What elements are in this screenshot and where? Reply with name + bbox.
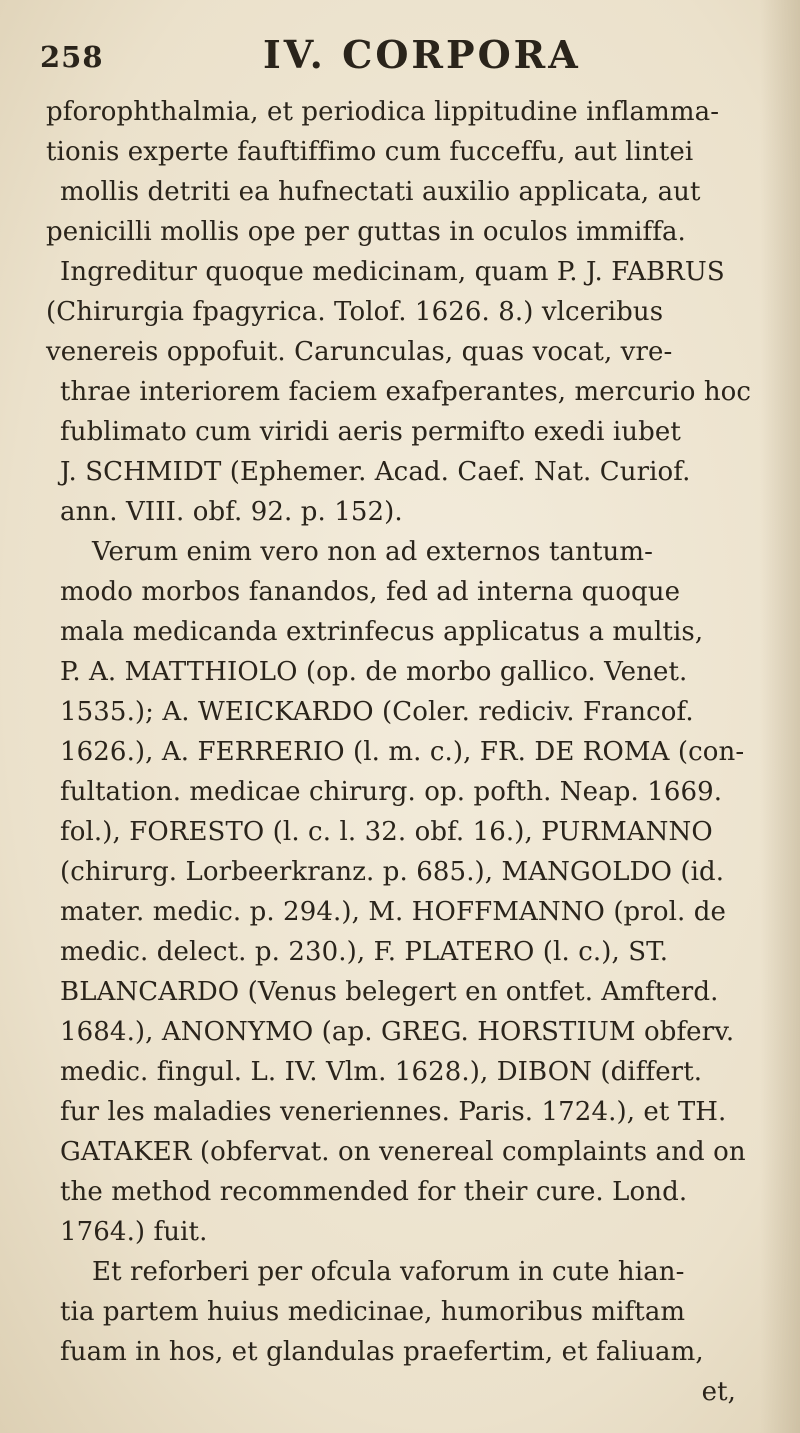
text-line: 1626.), A. FERRERIO (l. m. c.), FR. DE ROMA (con- bbox=[60, 737, 745, 767]
text-line: Ingreditur quoque medicinam, quam P. J. FABRUS bbox=[60, 257, 725, 287]
text-line: mollis detriti ea hufnectati auxilio applicata, aut bbox=[60, 177, 701, 207]
text-line: thrae interiorem faciem exafperantes, mercurio hoc bbox=[60, 377, 752, 407]
text-line: pforophthalmia, et periodica lippitudine inflamma- bbox=[46, 97, 720, 127]
text-line: medic. delect. p. 230.), F. PLATERO (l. c.), ST. bbox=[60, 937, 669, 967]
text-line: the method recommended for their cure. Lond. bbox=[60, 1177, 688, 1207]
text-line: (Chirurgia fpagyrica. Tolof. 1626. 8.) vlceribus bbox=[46, 297, 664, 327]
catchword: et, bbox=[701, 1377, 736, 1407]
text-line: 1535.); A. WEICKARDO (Coler. rediciv. Francof. bbox=[60, 697, 694, 727]
running-head: IV. CORPORA bbox=[263, 32, 581, 77]
text-line: Et reforberi per ofcula vaforum in cute hian- bbox=[92, 1257, 685, 1287]
text-line: P. A. MATTHIOLO (op. de morbo gallico. Venet. bbox=[60, 657, 688, 687]
text-line: 1764.) fuit. bbox=[60, 1217, 208, 1247]
page-header bbox=[40, 20, 740, 84]
text-line: fol.), FORESTO (l. c. l. 32. obf. 16.), PURMANNO bbox=[60, 817, 713, 847]
text-line: BLANCARDO (Venus belegert en ontfet. Amfterd. bbox=[60, 977, 719, 1007]
text-line: mala medicanda extrinfecus applicatus a multis, bbox=[60, 617, 704, 647]
text-line: 1684.), ANONYMO (ap. GREG. HORSTIUM obferv. bbox=[60, 1017, 735, 1047]
text-line: fuam in hos, et glandulas praefertim, et faliuam, bbox=[60, 1337, 704, 1367]
text-line: J. SCHMIDT (Ephemer. Acad. Caef. Nat. Curiof. bbox=[60, 457, 691, 487]
text-line: Verum enim vero non ad externos tantum- bbox=[92, 537, 654, 567]
text-line: tionis experte fauftiffimo cum fucceffu, aut lintei bbox=[46, 137, 694, 167]
text-line: modo morbos fanandos, fed ad interna quoque bbox=[60, 577, 681, 607]
text-line: fultation. medicae chirurg. op. pofth. Neap. 1669. bbox=[60, 777, 723, 807]
text-line: fublimato cum viridi aeris permifto exedi iubet bbox=[60, 417, 681, 447]
text-line: medic. fingul. L. IV. Vlm. 1628.), DIBON (differt. bbox=[60, 1057, 703, 1087]
text-line: tia partem huius medicinae, humoribus miftam bbox=[60, 1297, 686, 1327]
text-line: GATAKER (obfervat. on venereal complaints and on bbox=[60, 1137, 746, 1167]
text-line: fur les maladies veneriennes. Paris. 1724.), et TH. bbox=[60, 1097, 727, 1127]
text-line: venereis oppofuit. Carunculas, quas vocat, vre- bbox=[46, 337, 673, 367]
text-line: (chirurg. Lorbeerkranz. p. 685.), MANGOLDO (id. bbox=[60, 857, 725, 887]
text-line: mater. medic. p. 294.), M. HOFFMANNO (prol. de bbox=[60, 897, 726, 927]
body-text bbox=[46, 92, 776, 1412]
text-line: ann. VIII. obf. 92. p. 152). bbox=[60, 497, 403, 527]
page-number: 258 bbox=[40, 40, 104, 74]
text-line: penicilli mollis ope per guttas in oculos immiffa. bbox=[46, 217, 686, 247]
